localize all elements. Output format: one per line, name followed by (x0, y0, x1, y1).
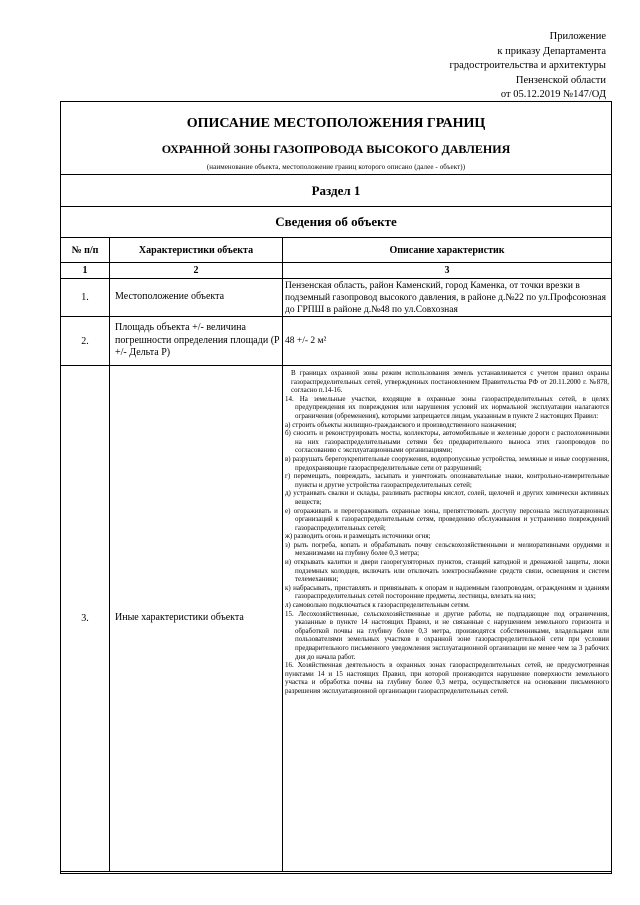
table-header-row (61, 238, 611, 263)
object-table (61, 238, 611, 872)
row-value: Пензенская область, район Каменский, город Каменка, от точки врезки в подземный газопровод высокого давления, в районе д.№22 по ул.Профсоюзная до ГРПШ в районе д.№48 по ул.Совхозная (283, 279, 612, 317)
column-header: Описание характеристик (283, 238, 612, 263)
description-paragraph: а) строить объекты жилищно-гражданского и производственного назначения; (285, 420, 517, 429)
description-paragraph: и) открывать калитки и двери газорегуляторных пунктов, станций катодной и дренажной защиты, люки подземных колодцев, включать или отключать электроснабжение средств связи, освещения и систем телемеханики; (285, 558, 609, 584)
approval-line: Приложение (549, 31, 606, 42)
section-title: Раздел 1 (61, 175, 611, 207)
description-paragraph: В границах охранной зоны режим использования земель устанавливается с учетом правил охраны газораспределительных сетей, утвержденных постановлением Правительства РФ от 20.11.2000 г. №878, согласно п.14-16. (291, 369, 609, 395)
row-number: 1. (61, 279, 110, 317)
approval-line: от 05.12.2019 №147/ОД (500, 89, 606, 101)
row-label: Иные характеристики объекта (110, 366, 283, 872)
column-number: 1 (61, 263, 110, 279)
description-paragraph: ж) разводить огонь и размещать источники огня; (285, 532, 431, 541)
row-number: 3. (61, 366, 110, 872)
table-row (61, 279, 611, 317)
approval-stamp (450, 30, 606, 103)
description-paragraph: 14. На земельные участки, входящие в охранные зоны газораспределительных сетей, в целях предупреждения их повреждения или нарушения условий их нормальной эксплуатации налагаются ограничения (обременения), которыми запрещается лицам, указанным в пункте 2 настоящих Правил: (285, 394, 609, 420)
section-subtitle: Сведения об объекте (61, 207, 611, 238)
row-description-cell (283, 366, 612, 872)
description-paragraph: 15. Лесохозяйственные, сельскохозяйственные и другие работы, не подпадающие под ограничения, указанные в пункте 14 настоящих Правил, и не связанные с нарушением земельного горизонта и обработкой почвы на глубину более 0,3 метра, производятся собственниками, владельцами или пользователями земельных участков в охранной зоне газораспределительной сети при условии предварительного письменного уведомления эксплуатационной организации не менее чем за 3 рабочих дня до начала работ. (285, 609, 609, 661)
approval-line: градостроительства и архитектуры (449, 60, 606, 72)
description-paragraph: з) рыть погреба, копать и обрабатывать почву сельскохозяйственными и мелиоративными орудиями и механизмами на глубину более 0,3 метра; (285, 540, 609, 558)
document-subtitle: ОХРАННОЙ ЗОНЫ ГАЗОПРОВОДА ВЫСОКОГО ДАВЛЕНИЯ (161, 142, 511, 156)
description-paragraph: л) самовольно подключаться к газораспределительным сетям. (285, 601, 470, 610)
column-header: № п/п (61, 238, 110, 263)
table-row (61, 317, 611, 366)
description-paragraph: е) огораживать и перегораживать охранные зоны, препятствовать доступу персонала эксплуатационных организаций к газораспределительным сетям, проведению обслуживания и устранению повреждений газораспределительных сетей; (285, 506, 609, 532)
row-label: Площадь объекта +/- величина погрешности определения площади (Р +/- Дельта Р) (110, 317, 283, 366)
description-paragraph: б) сносить и реконструировать мосты, коллекторы, автомобильные и железные дороги с расположенными на них газораспределительными сетями без предварительного выноса этих газопроводов по согласованию с эксплуатационными организациями; (285, 429, 609, 455)
column-number: 2 (110, 263, 283, 279)
description-paragraph: д) устраивать свалки и склады, разливать растворы кислот, солей, щелочей и других химически активных веществ; (285, 489, 609, 506)
document-title: ОПИСАНИЕ МЕСТОПОЛОЖЕНИЯ ГРАНИЦ (186, 116, 486, 131)
approval-line: Пензенской области (515, 74, 606, 86)
row-value: 48 +/- 2 м² (283, 317, 612, 366)
document-note: (наименование объекта, местоположение границ которого описано (далее - объект)) (206, 163, 466, 171)
row-description (283, 366, 611, 871)
table-number-row (61, 263, 611, 279)
document-header (61, 116, 611, 175)
description-paragraph: в) разрушать берегоукрепительные сооружения, водопропускные устройства, земляные и иные сооружения, предохраняющие газораспределительные сети от разрушений; (285, 454, 609, 472)
description-paragraph: 16. Хозяйственная деятельность в охранных зонах газораспределительных сетей, не предусмотренная пунктами 14 и 15 настоящих Правил, при которой производится нарушение поверхности земельного участка и обработка почвы на глубину более 0,3 метра, осуществляется на основании письменного разрешения эксплуатационной организации газораспределительных сетей. (285, 661, 609, 695)
column-header: Характеристики объекта (110, 238, 283, 263)
document-frame (60, 101, 612, 874)
description-paragraph: г) перемещать, повреждать, засыпать и уничтожать опознавательные знаки, контрольно-измерительные пункты и другие устройства газораспределительных сетей; (285, 472, 609, 489)
description-paragraph: к) набрасывать, приставлять и привязывать к опорам и надземным газопроводам, ограждениям и зданиям газораспределительных сетей посторонние предметы, лестницы, влезать на них; (285, 583, 609, 601)
table-row (61, 366, 611, 872)
column-number: 3 (283, 263, 612, 279)
row-label: Местоположение объекта (110, 279, 283, 317)
approval-line: к приказу Департамента (497, 45, 606, 57)
row-number: 2. (61, 317, 110, 366)
